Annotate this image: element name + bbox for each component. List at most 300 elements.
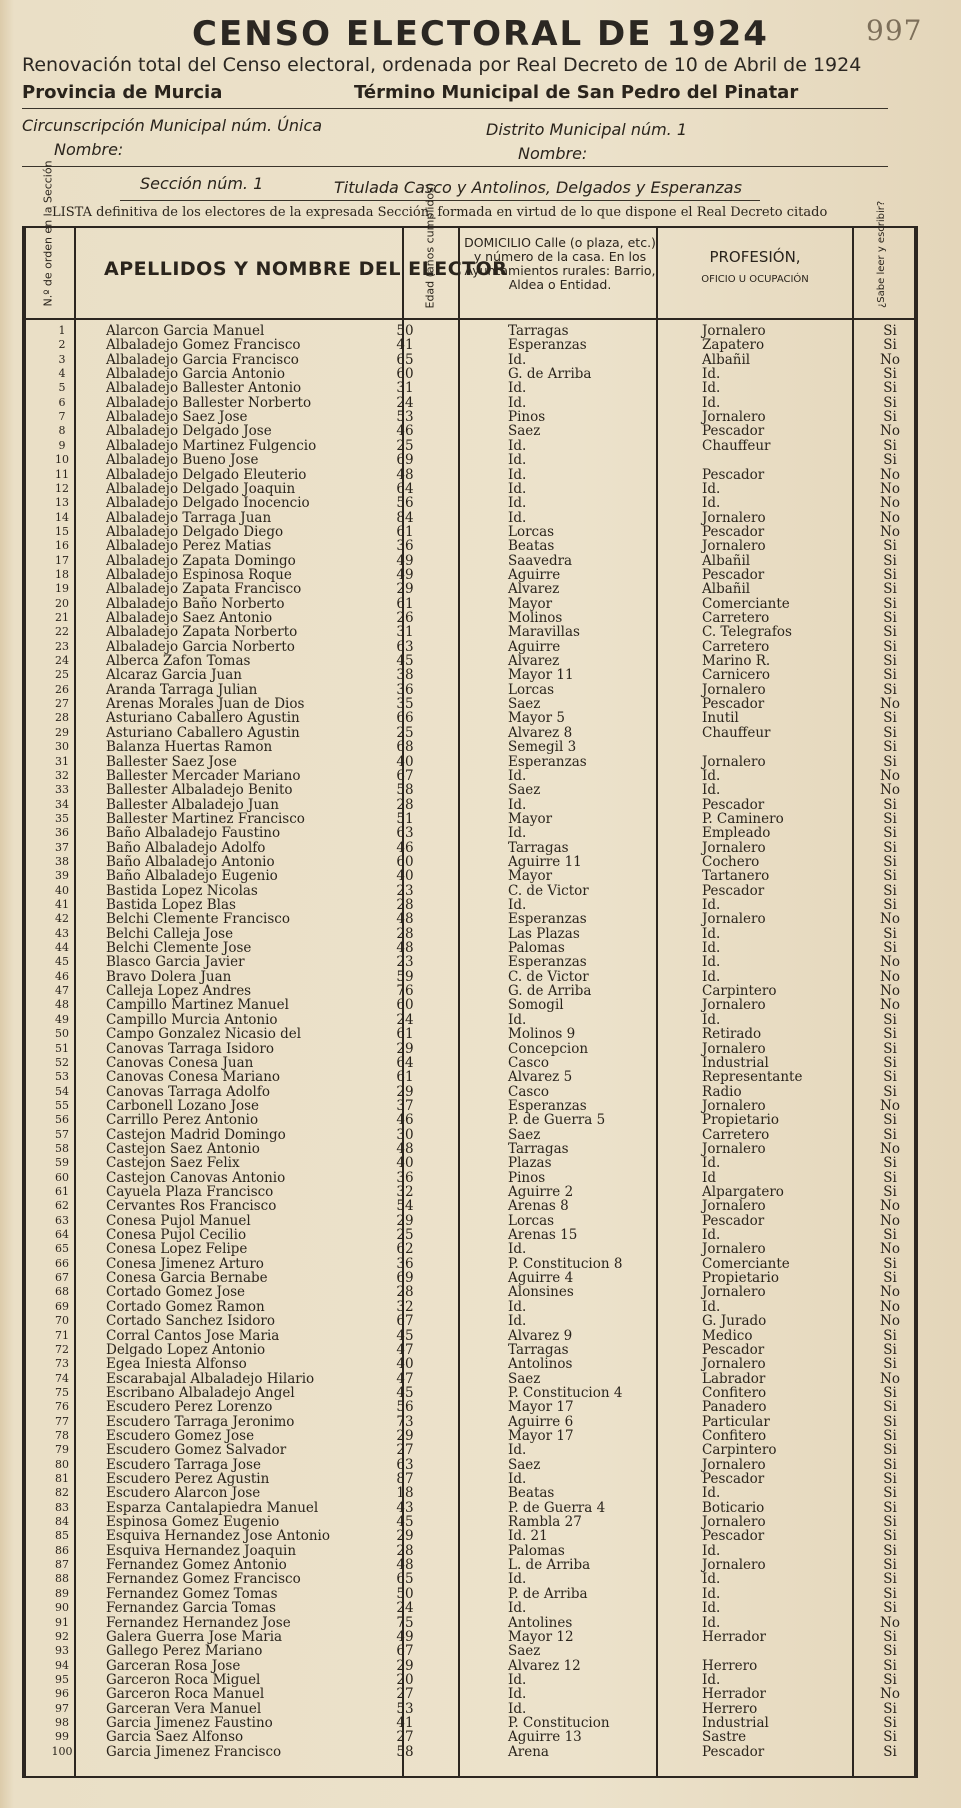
elector-reads: Si (883, 1413, 897, 1430)
elector-name: Espinosa Gomez Eugenio (106, 1514, 280, 1531)
elector-domicile: Alonsines (508, 1284, 574, 1301)
order-number: 76 (55, 1400, 69, 1414)
elector-profession: Id. (702, 1542, 721, 1559)
elector-name: Carbonell Lozano Jose (106, 1097, 260, 1114)
elector-profession: Id. (702, 1298, 721, 1315)
table-row (22, 1128, 910, 1142)
order-number: 18 (55, 567, 69, 581)
table-row (22, 1673, 910, 1687)
table-row (22, 697, 910, 711)
elector-domicile: Beatas (508, 538, 555, 555)
elector-name: Albaladejo Baño Norberto (106, 595, 285, 612)
elector-profession: Pescador (702, 796, 765, 813)
elector-domicile: Id. (508, 767, 527, 784)
elector-domicile: Id. (508, 1313, 527, 1330)
elector-name: Aranda Tarraga Julian (106, 681, 258, 698)
elector-profession: Jornalero (702, 1140, 766, 1157)
elector-age: 65 (396, 1571, 414, 1588)
elector-name: Carrillo Perez Antonio (106, 1112, 259, 1129)
table-row (22, 1687, 910, 1701)
elector-profession: Id. (702, 1011, 721, 1028)
elector-profession: Industrial (702, 1714, 769, 1731)
elector-name: Garcia Jimenez Faustino (106, 1714, 273, 1731)
elector-domicile: Id. (508, 466, 527, 483)
elector-age: 47 (396, 1341, 414, 1358)
elector-domicile: Casco (508, 1054, 549, 1071)
elector-reads: Si (883, 437, 897, 454)
elector-domicile: Id. (508, 437, 527, 454)
order-number: 11 (55, 467, 69, 481)
elector-reads: Si (883, 1270, 897, 1287)
elector-profession: Inutil (702, 710, 739, 727)
order-number: 29 (55, 725, 69, 739)
order-number: 59 (55, 1156, 69, 1170)
elector-name: Albaladejo Gomez Francisco (106, 337, 301, 354)
table-row (22, 1472, 910, 1486)
elector-reads: Si (883, 1514, 897, 1531)
header-profession-sub: OFICIO U OCUPACIÓN (701, 274, 809, 285)
elector-age: 68 (396, 739, 414, 756)
table-row (22, 1745, 910, 1759)
elector-domicile: Id. (508, 480, 527, 497)
order-number: 19 (55, 582, 69, 596)
order-number: 6 (58, 395, 66, 409)
elector-domicile: Esperanzas (508, 1097, 587, 1114)
elector-age: 28 (396, 796, 414, 813)
elector-reads: No (880, 997, 900, 1014)
elector-age: 45 (396, 1384, 414, 1401)
elector-profession: Panadero (702, 1399, 767, 1416)
table-row (22, 1329, 910, 1343)
elector-name: Garceron Roca Manuel (106, 1686, 265, 1703)
elector-domicile: Lorcas (508, 1212, 555, 1229)
elector-age: 62 (396, 1241, 414, 1258)
table-row (22, 1242, 910, 1256)
elector-age: 59 (396, 968, 414, 985)
elector-reads: Si (883, 1485, 897, 1502)
table-row (22, 338, 910, 352)
elector-name: Castejon Canovas Antonio (106, 1169, 286, 1186)
elector-domicile: Id. (508, 509, 527, 526)
elector-reads: No (880, 767, 900, 784)
elector-name: Conesa Pujol Cecilio (106, 1227, 247, 1244)
order-number: 5 (58, 381, 66, 395)
header-name: APELLIDOS Y NOMBRE DEL ELECTOR (104, 258, 508, 280)
elector-name: Albaladejo Delgado Joaquin (106, 480, 296, 497)
elector-reads: Si (883, 1384, 897, 1401)
elector-age: 48 (396, 1140, 414, 1157)
municipality: Término Municipal de San Pedro del Pinatar (354, 82, 799, 103)
elector-age: 67 (396, 1643, 414, 1660)
elector-profession: Jornalero (702, 1241, 766, 1258)
elector-age: 29 (396, 1528, 414, 1545)
table-row (22, 1515, 910, 1529)
order-number: 72 (55, 1342, 69, 1356)
order-number: 65 (55, 1242, 69, 1256)
elector-reads: Si (883, 394, 897, 411)
elector-name: Conesa Jimenez Arturo (106, 1255, 264, 1272)
order-number: 40 (55, 883, 69, 897)
elector-domicile: Alvarez 5 (508, 1069, 573, 1086)
elector-name: Cortado Gomez Ramon (106, 1298, 265, 1315)
elector-name: Fernandez Garcia Tomas (106, 1600, 276, 1617)
order-number: 61 (55, 1185, 69, 1198)
elector-name: Albaladejo Delgado Diego (106, 523, 284, 540)
elector-name: Albaladejo Zapata Norberto (106, 624, 298, 641)
elector-domicile: Id. (508, 1442, 527, 1459)
elector-profession: Cochero (702, 853, 760, 870)
elector-reads: No (880, 523, 900, 540)
elector-domicile: Saavedra (508, 552, 573, 569)
elector-domicile: Id. (508, 825, 527, 842)
elector-reads: Si (883, 667, 897, 684)
elector-name: Castejon Madrid Domingo (106, 1126, 286, 1143)
elector-profession: Jornalero (702, 681, 766, 698)
elector-profession: Retirado (702, 1026, 762, 1043)
elector-domicile: Mayor 12 (508, 1628, 574, 1645)
elector-domicile: Id. (508, 1700, 527, 1717)
elector-domicile: L. de Arriba (508, 1557, 591, 1574)
elector-reads: Si (883, 1112, 897, 1129)
elector-age: 25 (396, 1227, 414, 1244)
elector-profession: Empleado (702, 825, 771, 842)
elector-age: 45 (396, 1327, 414, 1344)
table-row (22, 1228, 910, 1242)
elector-profession: Id (702, 1169, 716, 1186)
table-row (22, 582, 910, 596)
table-row (22, 1199, 910, 1213)
elector-reads: Si (883, 1399, 897, 1416)
elector-name: Escarabajal Albaladejo Hilario (106, 1370, 315, 1387)
elector-domicile: Id. (508, 1671, 527, 1688)
elector-name: Alberca Zafon Tomas (106, 653, 251, 670)
elector-age: 28 (396, 1284, 414, 1301)
elector-age: 32 (396, 1298, 414, 1315)
elector-domicile: Id. 21 (508, 1528, 548, 1545)
elector-profession: Comerciante (702, 595, 790, 612)
elector-name: Escudero Tarraga Jose (106, 1456, 261, 1473)
elector-profession: Zapatero (702, 337, 765, 354)
elector-profession: Jornalero (702, 323, 766, 339)
table-row (22, 410, 910, 424)
elector-reads: No (880, 983, 900, 1000)
table-row (22, 525, 910, 539)
elector-reads: Si (883, 1069, 897, 1086)
circunscripcion-label: Circunscripción Municipal núm. Única (22, 116, 323, 135)
elector-age: 58 (396, 782, 414, 799)
elector-domicile: Lorcas (508, 681, 555, 698)
elector-profession: Pescador (702, 523, 765, 540)
elector-profession: Medico (702, 1327, 753, 1344)
elector-profession: Jornalero (702, 911, 766, 928)
order-number: 79 (55, 1443, 69, 1457)
elector-name: Esparza Cantalapiedra Manuel (106, 1499, 319, 1516)
elector-name: Blasco Garcia Javier (106, 954, 245, 971)
elector-name: Baño Albaladejo Eugenio (106, 868, 278, 885)
elector-age: 75 (396, 1614, 414, 1631)
elector-profession: Id. (702, 1585, 721, 1602)
elector-domicile: Alvarez 12 (508, 1657, 581, 1674)
elector-domicile: G. de Arriba (508, 983, 592, 1000)
elector-domicile: Esperanzas (508, 753, 587, 770)
elector-domicile: Saez (508, 423, 541, 440)
order-number: 27 (55, 697, 69, 711)
elector-reads: Si (883, 1341, 897, 1358)
elector-name: Albaladejo Ballester Antonio (106, 380, 302, 397)
elector-profession: Id. (702, 782, 721, 799)
elector-reads: Si (883, 1671, 897, 1688)
elector-profession: Carretero (702, 610, 770, 626)
table-row (22, 1616, 910, 1630)
elector-name: Canovas Conesa Mariano (106, 1069, 281, 1086)
divider (120, 200, 760, 201)
order-number: 39 (55, 869, 69, 883)
elector-age: 49 (396, 566, 414, 583)
elector-name: Fernandez Gomez Tomas (106, 1585, 278, 1602)
table-row (22, 755, 910, 769)
elector-profession: Jornalero (702, 839, 766, 856)
elector-reads: Si (883, 1040, 897, 1057)
table-row (22, 554, 910, 568)
elector-domicile: Id. (508, 796, 527, 813)
elector-profession: Id. (702, 954, 721, 971)
order-number: 77 (55, 1414, 69, 1428)
elector-reads: Si (883, 1628, 897, 1645)
elector-name: Albaladejo Garcia Norberto (106, 638, 295, 655)
elector-age: 38 (396, 667, 414, 684)
elector-profession: Confitero (702, 1384, 767, 1401)
elector-reads: Si (883, 1083, 897, 1100)
elector-profession: Id. (702, 495, 721, 512)
elector-age: 64 (396, 1054, 414, 1071)
elector-age: 27 (396, 1729, 414, 1746)
elector-profession: Id. (702, 1155, 721, 1172)
elector-profession: Jornalero (702, 1040, 766, 1057)
order-number: 52 (55, 1055, 69, 1069)
elector-name: Ballester Albaladejo Benito (106, 782, 293, 799)
elector-name: Escudero Tarraga Jeronimo (106, 1413, 295, 1430)
table-row (22, 711, 910, 725)
elector-profession: Id. (702, 940, 721, 957)
elector-profession: Pescador (702, 566, 765, 583)
elector-domicile: Saez (508, 1370, 541, 1387)
elector-name: Conesa Pujol Manuel (106, 1212, 251, 1229)
elector-name: Esquiva Hernandez Joaquin (106, 1542, 297, 1559)
elector-age: 47 (396, 1370, 414, 1387)
elector-profession: Pescador (702, 423, 765, 440)
elector-reads: No (880, 1370, 900, 1387)
elector-name: Fernandez Gomez Antonio (106, 1557, 287, 1574)
elector-name: Bastida Lopez Nicolas (106, 882, 258, 899)
order-number: 98 (55, 1715, 69, 1729)
elector-name: Canovas Tarraga Isidoro (106, 1040, 274, 1057)
elector-name: Albaladejo Delgado Inocencio (106, 495, 310, 512)
elector-reads: Si (883, 538, 897, 555)
elector-name: Albaladejo Saez Antonio (106, 610, 273, 626)
elector-name: Conesa Lopez Felipe (106, 1241, 248, 1258)
table-row (22, 1415, 910, 1429)
elector-name: Albaladejo Perez Matias (106, 538, 272, 555)
order-number: 33 (55, 783, 69, 797)
elector-profession: Representante (702, 1069, 803, 1086)
elector-reads: Si (883, 638, 897, 655)
elector-domicile: Esperanzas (508, 911, 587, 928)
elector-reads: Si (883, 1700, 897, 1717)
elector-profession: Id. (702, 366, 721, 383)
elector-reads: Si (883, 897, 897, 913)
elector-domicile: Antolines (508, 1614, 573, 1631)
order-number: 46 (55, 969, 69, 983)
elector-domicile: Lorcas (508, 523, 555, 540)
elector-age: 36 (396, 1169, 414, 1186)
elector-age: 31 (396, 380, 414, 397)
table-row (22, 568, 910, 582)
elector-domicile: Palomas (508, 1542, 565, 1559)
page-title: CENSO ELECTORAL DE 1924 (192, 14, 769, 54)
elector-name: Ballester Martinez Francisco (106, 810, 305, 827)
elector-profession: Carretero (702, 1126, 770, 1143)
elector-profession: Particular (702, 1413, 770, 1430)
table-row (22, 1013, 910, 1027)
order-number: 81 (55, 1472, 69, 1485)
order-number: 63 (55, 1213, 69, 1227)
elector-age: 84 (396, 509, 414, 526)
table-row (22, 482, 910, 496)
elector-age: 26 (396, 610, 414, 626)
elector-name: Escribano Albaladejo Angel (106, 1384, 295, 1401)
order-number: 57 (55, 1127, 69, 1141)
table-row (22, 1730, 910, 1744)
elector-domicile: Id. (508, 1686, 527, 1703)
elector-age: 48 (396, 940, 414, 957)
order-number: 78 (55, 1428, 69, 1442)
elector-age: 45 (396, 653, 414, 670)
elector-reads: Si (883, 882, 897, 899)
table-row (22, 640, 910, 654)
order-number: 25 (55, 668, 69, 682)
elector-name: Escudero Gomez Jose (106, 1427, 255, 1444)
elector-name: Galera Guerra Jose Maria (106, 1628, 283, 1645)
table-row (22, 841, 910, 855)
table-row (22, 468, 910, 482)
elector-reads: Si (883, 940, 897, 957)
elector-profession: Id. (702, 1671, 721, 1688)
table-row (22, 511, 910, 525)
elector-domicile: Tarragas (508, 1341, 569, 1358)
table-row (22, 1257, 910, 1271)
order-number: 28 (55, 711, 69, 725)
elector-domicile: Antolinos (508, 1356, 573, 1373)
elector-profession: Carpintero (702, 983, 777, 1000)
elector-domicile: Molinos 9 (508, 1026, 576, 1043)
elector-domicile: Mayor 11 (508, 667, 574, 684)
elector-reads: No (880, 1313, 900, 1330)
order-number: 47 (55, 984, 69, 998)
elector-age: 54 (396, 1198, 414, 1215)
elector-profession: Jornalero (702, 1514, 766, 1531)
elector-reads: Si (883, 380, 897, 397)
elector-name: Gallego Perez Mariano (106, 1643, 263, 1660)
order-number: 17 (55, 553, 69, 567)
elector-domicile: Pinos (508, 409, 546, 426)
elector-age: 30 (396, 1126, 414, 1143)
table-row (22, 1601, 910, 1615)
order-number: 36 (55, 826, 69, 840)
elector-domicile: Arenas 8 (508, 1198, 569, 1215)
elector-reads: No (880, 1686, 900, 1703)
table-row (22, 668, 910, 682)
elector-profession: Industrial (702, 1054, 769, 1071)
order-number: 54 (55, 1084, 69, 1098)
order-number: 31 (55, 754, 69, 768)
elector-name: Garcia Saez Alfonso (106, 1729, 244, 1746)
elector-profession: Propietario (702, 1112, 779, 1129)
elector-age: 61 (396, 1026, 414, 1043)
table-row (22, 869, 910, 883)
table-row (22, 496, 910, 510)
elector-domicile: Pinos (508, 1169, 546, 1186)
table-row (22, 1085, 910, 1099)
elector-reads: No (880, 1212, 900, 1229)
elector-age: 69 (396, 452, 414, 469)
order-number: 24 (55, 654, 69, 668)
elector-age: 23 (396, 954, 414, 971)
elector-reads: Si (883, 1528, 897, 1545)
elector-age: 60 (396, 853, 414, 870)
elector-name: Corral Cantos Jose Maria (106, 1327, 280, 1344)
elector-reads: Si (883, 552, 897, 569)
order-number: 85 (55, 1529, 69, 1543)
order-number: 53 (55, 1070, 69, 1084)
table-row (22, 1027, 910, 1041)
elector-domicile: Saez (508, 1456, 541, 1473)
elector-reads: Si (883, 1356, 897, 1373)
order-number: 10 (55, 453, 69, 467)
order-number: 80 (55, 1457, 69, 1471)
elector-domicile: Alvarez (508, 581, 560, 598)
order-number: 23 (55, 639, 69, 653)
elector-domicile: Las Plazas (508, 925, 580, 942)
elector-age: 24 (396, 394, 414, 411)
elector-name: Escudero Gomez Salvador (106, 1442, 287, 1459)
elector-age: 65 (396, 351, 414, 368)
elector-name: Castejon Saez Antonio (106, 1140, 260, 1157)
elector-profession: Jornalero (702, 997, 766, 1014)
order-number: 38 (55, 854, 69, 868)
table-row (22, 1314, 910, 1328)
elector-profession: G. Jurado (702, 1313, 767, 1330)
elector-name: Escudero Perez Lorenzo (106, 1399, 273, 1416)
elector-name: Cervantes Ros Francisco (106, 1198, 277, 1215)
elector-reads: Si (883, 581, 897, 598)
table-row (22, 353, 910, 367)
order-number: 45 (55, 955, 69, 969)
elector-age: 48 (396, 466, 414, 483)
order-number: 87 (55, 1558, 69, 1572)
page-number: 997 (866, 14, 923, 47)
elector-profession: Labrador (702, 1370, 766, 1387)
elector-domicile: Id. (508, 1571, 527, 1588)
elector-reads: No (880, 782, 900, 799)
elector-domicile: Id. (508, 394, 527, 411)
table-row (22, 1113, 910, 1127)
elector-age: 24 (396, 1011, 414, 1028)
elector-profession: Id. (702, 1571, 721, 1588)
elector-profession: Jornalero (702, 753, 766, 770)
elector-domicile: Concepcion (508, 1040, 589, 1057)
table-row (22, 1372, 910, 1386)
table-row (22, 439, 910, 453)
